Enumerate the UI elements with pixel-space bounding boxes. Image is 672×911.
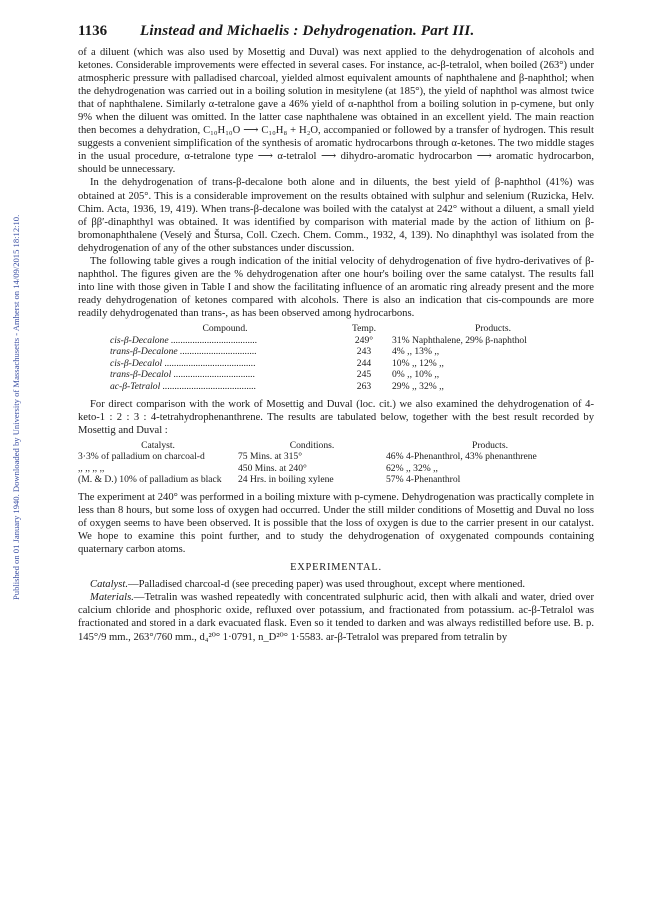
provenance-text: Published on 01 January 1940. Downloaded by University of Massachusetts - Amherst on 14/09/2015 18:12:10. <box>11 214 21 600</box>
materials-label: Materials. <box>90 592 134 604</box>
table-row <box>78 474 594 486</box>
cell-products: 46% 4-Phenanthrol, 43% phenanthrene <box>386 451 537 463</box>
cell-products: 10% ,, 12% ,, <box>392 357 444 369</box>
cell-temp: 263 <box>356 380 372 392</box>
page-header <box>78 22 594 40</box>
cell-products: 57% 4-Phenanthrol <box>386 474 461 486</box>
page-number: 1136 <box>78 23 108 39</box>
col-header-catalyst: Catalyst. <box>141 439 175 451</box>
paragraph-catalyst <box>78 578 594 591</box>
cell-catalyst: ,, ,, ,, ,, <box>78 462 105 474</box>
page-content <box>78 22 594 644</box>
cell-compound: cis-β-Decalone .................................... <box>110 334 258 346</box>
col-header-products: Products. <box>475 322 511 334</box>
cell-compound: trans-β-Decalol .................................. <box>110 369 256 381</box>
table-row <box>78 369 594 381</box>
cell-temp: 244 <box>356 357 372 369</box>
provenance-sidebar <box>4 40 21 600</box>
paragraph-2: In the dehydrogenation of trans-β-decalone both alone and in diluents, the best yield of β-naphthol (41%) was obtained at 205°. This is a considerable improvement on the results obtained with sulphur and selenium (Ruzicka, Helv. Chim. Acta, 1936, 19, 419). When trans-β-decalone was boiled with the catalyst at 242° without a diluent, a small yield of ββ′-dinaphthyl was obtained. It was identified by comparison with material made by the action of lithium on β-bromonaphthalene (Veselý and Štursa, Coll. Czech. Chem. Comm., 1932, 4, 139). No dinaphthyl was isolated from the dehydrogenation of any of the other substances under discussion. <box>78 177 594 254</box>
cell-compound: trans-β-Decalone ................................ <box>110 346 257 358</box>
table-row <box>78 346 594 358</box>
paragraph-materials <box>78 591 594 643</box>
table-row <box>78 463 594 475</box>
phenanthrene-table <box>78 440 594 486</box>
cell-temp: 243 <box>356 346 372 358</box>
cell-conditions: 450 Mins. at 240° <box>238 462 307 474</box>
catalyst-text: —Palladised charcoal-d (see preceding paper) was used throughout, except where mentioned. <box>127 579 526 591</box>
cell-compound: cis-β-Decalol ...................................... <box>110 357 256 369</box>
cell-products: 62% ,, 32% ,, <box>386 462 438 474</box>
table-row <box>78 381 594 393</box>
table-row <box>78 335 594 347</box>
table-row <box>78 451 594 463</box>
col-header-conditions: Conditions. <box>289 439 335 451</box>
cell-conditions: 75 Mins. at 315° <box>238 451 303 463</box>
section-heading-experimental: EXPERIMENTAL. <box>290 562 382 574</box>
paragraph-3: The following table gives a rough indication of the initial velocity of dehydrogenation of five hydro-derivatives of β-naphthol. The figures given are the % dehydrogenation after one hour's boiling over the same catalyst. The results fall into line with those given in Table I and show the facilitating influence of an aromatic ring already present and the more ready dehydrogenation of ketones compared with alcohols. There is also an indication that cis-compounds are more readily dehydrogenated than trans-, as has been observed among hydrocarbons. <box>78 255 594 319</box>
cell-products: 4% ,, 13% ,, <box>392 346 440 358</box>
paragraph-1: of a diluent (which was also used by Mosettig and Duval) was next applied to the dehydrogenation of alcohols and ketones. Considerable improvements were effected in several cases. For instance, ac-β-tetralol, when boiled (263°) under atmospheric pressure with palladised charcoal, yielded almost equivalent amounts of naphthalene and β-naphthol; when the dehydrogenation was carried out in a boiling solution in mesitylene (at 185°), the yield of naphthol was almost twice that of naphthalene. Similarly α-tetralone gave a 46% yield of α-naphthol from a boiling solution in p-cymene, but only 9% when the diluent was omitted. In the latter case naphthalene was obtained in an excellent yield. The main reaction then becomes a dehydration, C₁₀H₁₀O ⟶ C₁₀H₈ + H₂O, accompanied or followed by a transfer of hydrogen. This result suggests a convenient simplification of the synthesis of aromatic hydrocarbons through α-ketones. The two middle stages in the usual procedure, α-tetralone type ⟶ α-tetralol ⟶ dihydro-aromatic hydrocarbon ⟶ aromatic hydrocarbon, should be unnecessary. <box>78 47 594 176</box>
paragraph-5: The experiment at 240° was performed in a boiling mixture with p-cymene. Dehydrogenation was practically complete in less than 8 hours, but some loss of oxygen had occurred. Under the still milder conditions of Mosettig and Duval no loss of oxygen seems to have been observed. It is possible that the loss of oxygen is due to the carrier present in our catalyst. We hope to examine this point further, and to study the dehydrogenation of oxygenated compounds containing quaternary carbon atoms. <box>78 492 594 556</box>
velocity-table <box>78 323 594 393</box>
cell-products: 31% Naphthalene, 29% β-naphthol <box>392 334 527 346</box>
table-header-row <box>78 440 594 452</box>
table-row <box>78 358 594 370</box>
col-header-temp: Temp. <box>351 322 377 334</box>
col-header-products: Products. <box>472 439 508 451</box>
cell-products: 0% ,, 10% ,, <box>392 369 440 381</box>
cell-products: 29% ,, 32% ,, <box>392 380 444 392</box>
table-header-row <box>78 323 594 335</box>
cell-temp: 245 <box>356 369 372 381</box>
cell-temp: 249° <box>354 334 374 346</box>
materials-text: —Tetralin was washed repeatedly with concentrated sulphuric acid, then with alkali and water, dried over calcium chloride and phosphoric oxide, refluxed over potassium, and fractionated from potassium. ac-β-Tetralol was fractionated and stored in a dark evacuated flask. Even so it tended to darken and was always redistilled before use. B. p. 145°/9 mm., 263°/760 mm., d₄²⁰° 1·0791, n_D²⁰° 1·5583. ar-β-Tetralol was prepared from tetralin by <box>78 592 594 643</box>
cell-catalyst: (M. & D.) 10% of palladium as black <box>78 474 222 486</box>
running-title: Linstead and Michaelis : Dehydrogenation. Part III. <box>140 23 475 39</box>
paragraph-4: For direct comparison with the work of Mosettig and Duval (loc. cit.) we also examined the dehydrogenation of 4-keto-1 : 2 : 3 : 4-tetrahydrophenanthrene. The results are tabulated below, together with the best result recorded by Mosettig and Duval : <box>78 398 594 436</box>
col-header-compound: Compound. <box>202 322 248 334</box>
cell-catalyst: 3·3% of palladium on charcoal-d <box>78 451 205 463</box>
cell-compound: ac-β-Tetralol ....................................... <box>110 380 257 392</box>
cell-conditions: 24 Hrs. in boiling xylene <box>238 474 334 486</box>
catalyst-label: Catalyst. <box>90 579 128 591</box>
